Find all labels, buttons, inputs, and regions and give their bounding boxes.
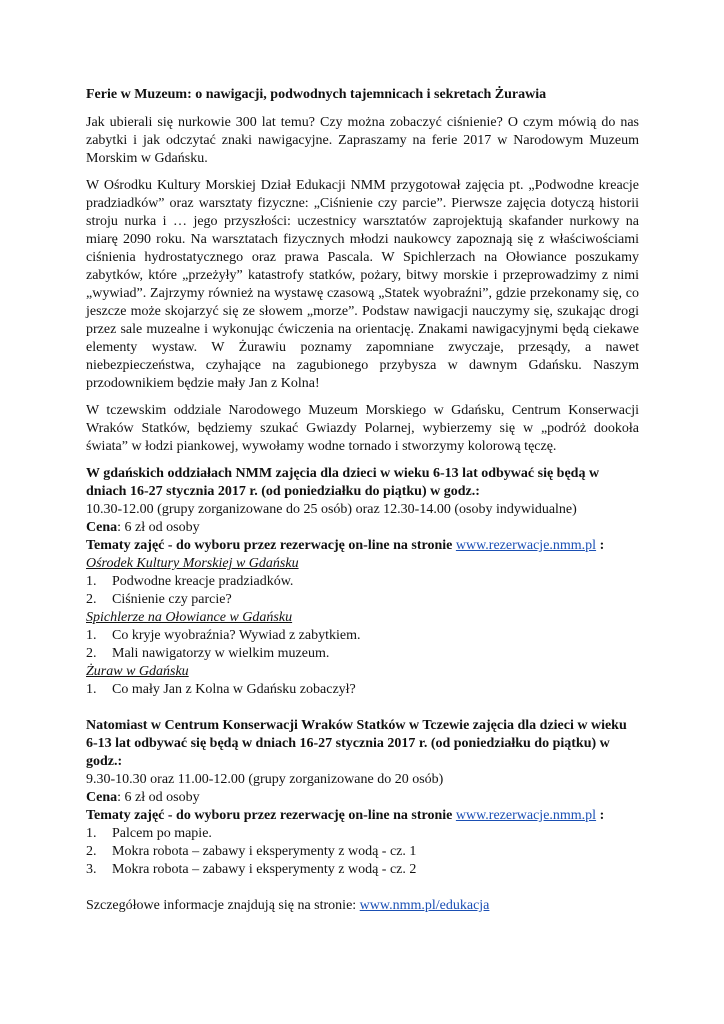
footer-text: Szczegółowe informacje znajdują się na stronie: — [86, 898, 360, 913]
gdansk-heading: W gdańskich oddziałach NMM zajęcia dla dzieci w wieku 6-13 lat odbywać się będą w dniach 16-27 stycznia 2017 r. (od poniedziałku do piątku) w godz.: — [86, 466, 600, 499]
price-value: : 6 zł od osoby — [117, 520, 200, 535]
price-value: : 6 zł od osoby — [117, 790, 200, 805]
spacer — [86, 879, 639, 897]
tczew-section — [86, 717, 639, 879]
topics-label: Tematy zajęć - do wyboru przez rezerwację on-line na stronie — [86, 808, 453, 823]
tczew-paragraph: W tczewskim oddziale Narodowego Muzeum Morskiego w Gdańsku, Centrum Konserwacji Wraków Statków, będziemy szukać Gwiazdy Polarnej, wybierzemy się w „podróż dookoła świata” w łodzi piankowej, wywołamy wodne tornado i stworzymy kolorową tęczę. — [86, 403, 639, 454]
tczew-heading: Natomiast w Centrum Konserwacji Wraków Statków w Tczewie zajęcia dla dzieci w wieku 6-13 lat odbywać się będą w dniach 16-27 stycznia 2017 r. (od poniedziałku do piątku) w godz.: — [86, 718, 627, 769]
gdansk-section — [86, 465, 639, 699]
section-name: Spichlerze na Ołowiance w Gdańsku — [86, 610, 293, 625]
topics-colon: : — [596, 538, 605, 553]
list-item: 1. Podwodne kreacje pradziadków. — [86, 574, 294, 589]
gdansk-price — [86, 519, 639, 537]
tczew-hours: 9.30-10.30 oraz 11.00-12.00 (grupy zorganizowane do 20 osób) — [86, 772, 444, 787]
list-item: 2. Mokra robota – zabawy i eksperymenty z wodą - cz. 1 — [86, 844, 417, 859]
gdansk-topics — [86, 537, 639, 555]
topics-colon: : — [596, 808, 605, 823]
education-link[interactable]: www.nmm.pl/edukacja — [359, 898, 490, 913]
footer-info — [86, 897, 639, 915]
list-item: 2. Ciśnienie czy parcie? — [86, 592, 232, 607]
program-paragraph: W Ośrodku Kultury Morskiej Dział Edukacji NMM przygotował zajęcia pt. „Podwodne kreacje pradziadków” oraz warsztaty fizyczne: „Ciśnienie czy parcie”. Pierwsze zajęcia dotyczą historii stroju nurka i … jego przyszłości: uczestnicy warsztatów zaprojektują skafander nurkowy na miarę 2090 roku. Na warsztatach fizycznych młodzi naukowcy zapoznają się z właściwościami ciśnienia hydrostatycznego oraz prawa Pascala. W Spichlerzach na Ołowiance poszukamy zabytków, które „przeżyły” katastrofy statków, pożary, bitwy morskie i przeprowadzimy z nimi „wywiad”. Zajrzymy również na wystawę czasową „Statek wyobraźni”, gdzie przekonamy się, co jeszcze może skojarzyć się ze słowem „morze”. Podstaw nawigacji nauczymy się, szukając drogi przez sale muzealne i wykonując ćwiczenia na orientację. Znakami nawigacyjnymi będą ciekawe elementy wystaw. W Żurawiu poznamy zapomniane zwyczaje, przesądy, a nawet niebezpieczeństwa, czyhające na zagubionego przybysza w dawnym Gdańsku. Naszym przodownikiem będzie mały Jan z Kolna! — [86, 178, 639, 391]
section-name: Ośrodek Kultury Morskiej w Gdańsku — [86, 556, 299, 571]
price-label: Cena — [86, 790, 118, 805]
reservation-link[interactable]: www.rezerwacje.nmm.pl — [455, 538, 597, 553]
tczew-price — [86, 789, 639, 807]
page-title: Ferie w Muzeum: o nawigacji, podwodnych tajemnicach i sekretach Żurawia — [86, 87, 547, 102]
reservation-link[interactable]: www.rezerwacje.nmm.pl — [455, 808, 597, 823]
intro-paragraph: Jak ubierali się nurkowie 300 lat temu? Czy można zobaczyć ciśnienie? O czym mówią do nas zabytki i jak odczytać znaki nawigacyjne. Zapraszamy na ferie 2017 w Narodowym Muzeum Morskim w Gdańsku. — [86, 115, 639, 166]
list-item: 2. Mali nawigatorzy w wielkim muzeum. — [86, 646, 330, 661]
list-item: 1. Palcem po mapie. — [86, 826, 212, 841]
tczew-topics — [86, 807, 639, 825]
list-item: 1. Co kryje wyobraźnia? Wywiad z zabytkiem. — [86, 628, 361, 643]
spacer — [86, 699, 639, 717]
price-label: Cena — [86, 520, 118, 535]
list-item: 3. Mokra robota – zabawy i eksperymenty z wodą - cz. 2 — [86, 862, 417, 877]
document-page — [86, 86, 639, 915]
section-name: Żuraw w Gdańsku — [86, 664, 189, 679]
gdansk-hours: 10.30-12.00 (grupy zorganizowane do 25 osób) oraz 12.30-14.00 (osoby indywidualne) — [86, 502, 577, 517]
list-item: 1. Co mały Jan z Kolna w Gdańsku zobaczył? — [86, 682, 356, 697]
topics-label: Tematy zajęć - do wyboru przez rezerwację on-line na stronie — [86, 538, 453, 553]
